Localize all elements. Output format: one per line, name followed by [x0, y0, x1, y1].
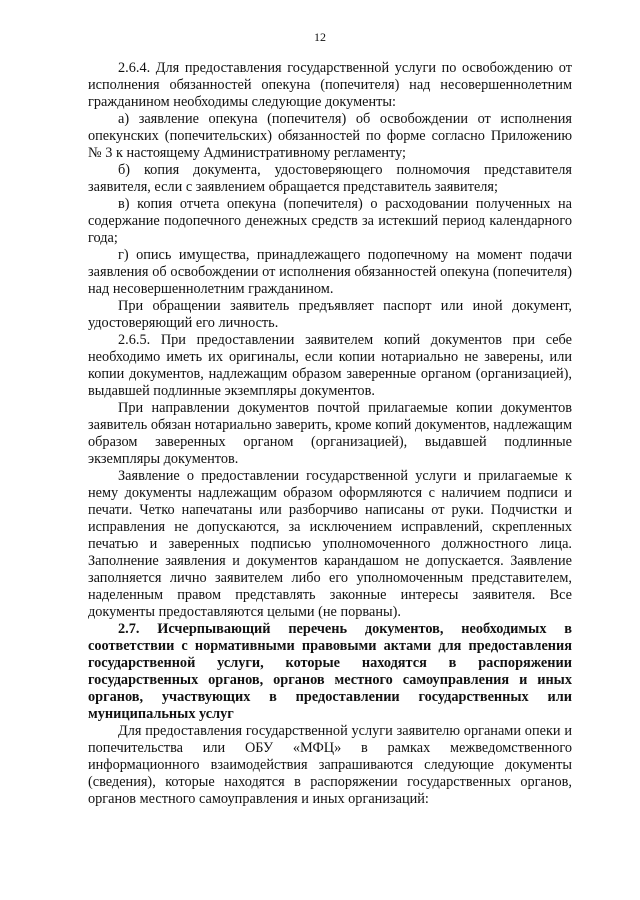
list-item-v: в) копия отчета опекуна (попечителя) о расходовании полученных на содержание подопечного денежных средств за истекший период календарного года; [88, 196, 572, 246]
paragraph-mail: При направлении документов почтой прилагаемые копии документов заявитель обязан нотариально заверить, кроме копий документов, надлежащим образом заверенных органом (организацией), выдавшей подлинные экземпляры документов. [88, 400, 572, 467]
paragraph-2-6-4: 2.6.4. Для предоставления государственной услуги по освобождению от исполнения обязанностей опекуна (попечителя) над несовершеннолетним гражданином необходимы следующие документы: [88, 60, 572, 110]
paragraph-application-requirements: Заявление о предоставлении государственной услуги и прилагаемые к нему документы надлежащим образом оформляются с наличием подписи и печати. Четко напечатаны или разборчиво написаны от руки. Подчистки и исправления не допускаются, за исключением исправлений, скрепленных печатью и заверенных подписью уполномоченного должностного лица. Заполнение заявления и документов карандашом не допускается. Заявление заполняется лично заявителем либо его уполномоченным представителем, наделенным правом представлять законные интересы заявителя. Все документы предоставляются целыми (не порваны). [88, 468, 572, 620]
paragraph-2-6-5: 2.6.5. При предоставлении заявителем копий документов при себе необходимо иметь их оригиналы, если копии нотариально не заверены, или копии документов, надлежащим образом заверенные органом (организацией), выдавшей подлинные экземпляры документов. [88, 332, 572, 399]
page-number: 12 [314, 30, 326, 44]
paragraph-passport: При обращении заявитель предъявляет паспорт или иной документ, удостоверяющий его личность. [88, 298, 572, 331]
list-item-b: б) копия документа, удостоверяющего полномочия представителя заявителя, если с заявлением обращается представитель заявителя; [88, 162, 572, 195]
list-item-a: а) заявление опекуна (попечителя) об освобождении от исполнения опекунских (попечительских) обязанностей по форме согласно Приложению № 3 к настоящему Административному регламенту; [88, 111, 572, 161]
list-item-g: г) опись имущества, принадлежащего подопечному на момент подачи заявления об освобождении от исполнения обязанностей опекуна (попечителя) над несовершеннолетним гражданином. [88, 247, 572, 297]
paragraph-interagency: Для предоставления государственной услуги заявителю органами опеки и попечительства или ОБУ «МФЦ» в рамках межведомственного информационного взаимодействия запрашиваются следующие документы (сведения), которые находятся в распоряжении государственных органов, органов местного самоуправления и иных организаций: [88, 723, 572, 807]
document-body [88, 60, 572, 808]
section-heading-2-7: 2.7. Исчерпывающий перечень документов, необходимых в соответствии с нормативными правовыми актами для предоставления государственной услуги, которые находятся в распоряжении государственных органов, органов местного самоуправления и иных органов, участвующих в предоставлении государственных или муниципальных услуг [88, 621, 572, 722]
